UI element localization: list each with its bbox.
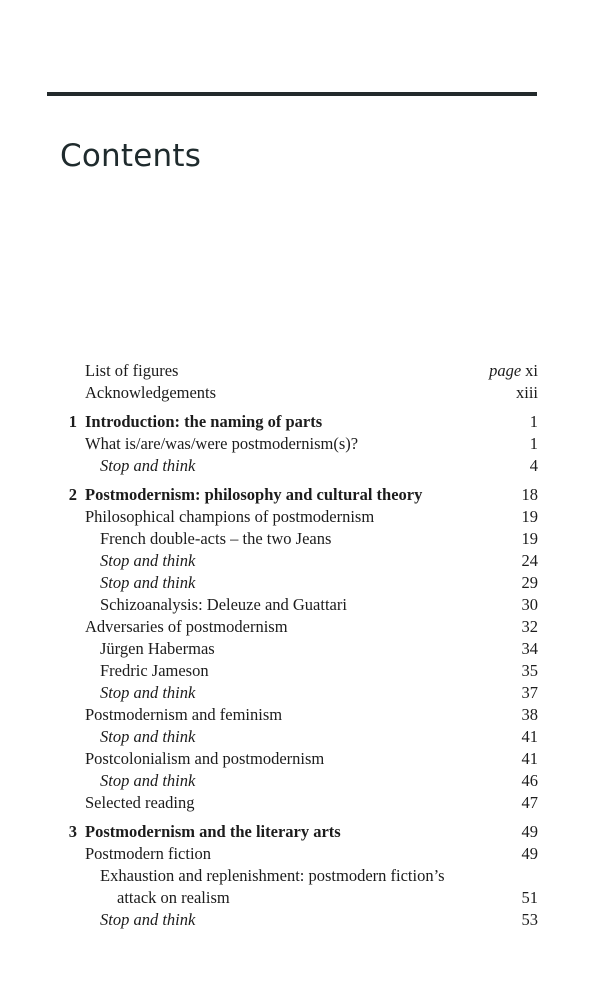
toc-entry: [0, 704, 608, 726]
page-label: page: [489, 361, 522, 380]
toc-entry-title: Stop and think: [100, 456, 196, 475]
page-value: 4: [529, 456, 538, 475]
toc-page-number: [522, 770, 539, 792]
toc-page-number: [516, 382, 538, 404]
toc-entry: [0, 455, 608, 477]
toc-entry: [0, 726, 608, 748]
toc-entry-title: Postmodernism and the literary arts: [85, 822, 341, 841]
page-value: 49: [521, 822, 538, 841]
toc-chapter-entry: [0, 821, 608, 843]
toc-page-number: [522, 843, 539, 865]
page-value: xiii: [515, 383, 538, 402]
toc-entry-title: Postmodernism: philosophy and cultural theory: [85, 485, 423, 504]
toc-page-number: [522, 821, 539, 843]
toc-entry-title: Introduction: the naming of parts: [85, 412, 323, 431]
toc-entry: [0, 616, 608, 638]
toc-entry-title: Stop and think: [100, 683, 196, 702]
toc-entry: [0, 594, 608, 616]
toc-entry: [0, 865, 608, 887]
toc-page-number: [530, 411, 538, 433]
page-value: 30: [521, 595, 538, 614]
chapter-number: 3: [68, 822, 77, 841]
toc-entry: [0, 382, 608, 404]
page-value: 35: [521, 661, 538, 680]
toc-page-number: [522, 682, 539, 704]
page-value: 53: [521, 910, 538, 929]
toc-entry: [0, 682, 608, 704]
toc-entry: [0, 909, 608, 931]
table-of-contents: [0, 360, 608, 931]
toc-entry-title: Stop and think: [100, 551, 196, 570]
chapter-number: 2: [68, 485, 77, 504]
page-value: 1: [529, 434, 538, 453]
toc-page-number: [522, 887, 539, 909]
toc-entry-title: French double-acts – the two Jeans: [100, 529, 332, 548]
toc-page-number: [522, 594, 539, 616]
toc-entry: [0, 887, 608, 909]
page-value: 18: [521, 485, 538, 504]
toc-page-number: [530, 433, 538, 455]
toc-entry: [0, 770, 608, 792]
toc-entry: [0, 638, 608, 660]
toc-entry-title: Stop and think: [100, 771, 196, 790]
page-value: 41: [521, 749, 538, 768]
toc-entry-title: Acknowledgements: [85, 383, 217, 402]
toc-entry: [0, 660, 608, 682]
toc-entry-title: Adversaries of postmodernism: [85, 617, 288, 636]
page-value: 41: [521, 727, 538, 746]
page-value: 1: [529, 412, 538, 431]
toc-entry: [0, 792, 608, 814]
toc-entry-title: Exhaustion and replenishment: postmodern fiction’s: [100, 866, 445, 885]
toc-page-number: [522, 616, 539, 638]
toc-entry: [0, 550, 608, 572]
toc-entry: [0, 433, 608, 455]
toc-entry-title: Postcolonialism and postmodernism: [85, 749, 325, 768]
toc-chapter-entry: [0, 411, 608, 433]
page-value: 32: [521, 617, 538, 636]
page-value: 46: [521, 771, 538, 790]
page-value: 19: [521, 507, 538, 526]
toc-page-number: [522, 726, 539, 748]
toc-entry: [0, 506, 608, 528]
toc-entry-title: Schizoanalysis: Deleuze and Guattari: [100, 595, 347, 614]
toc-page-number: [522, 792, 539, 814]
toc-page-number: [522, 528, 539, 550]
toc-entry-title: Postmodern fiction: [85, 844, 212, 863]
toc-entry-title: Fredric Jameson: [100, 661, 209, 680]
toc-entry-title: Postmodernism and feminism: [85, 705, 283, 724]
toc-entry: [0, 528, 608, 550]
toc-entry-title: What is/are/was/were postmodernism(s)?: [85, 434, 359, 453]
toc-entry-title: List of figures: [85, 361, 179, 380]
page-value: 51: [521, 888, 538, 907]
top-rule: [47, 92, 537, 96]
toc-page-number: [522, 572, 539, 594]
page-value: 19: [521, 529, 538, 548]
toc-entry: [0, 748, 608, 770]
page-value: 29: [521, 573, 538, 592]
toc-entry: [0, 843, 608, 865]
toc-chapter-entry: [0, 484, 608, 506]
page-value: 24: [521, 551, 538, 570]
toc-entry-title: Selected reading: [85, 793, 195, 812]
page-value: 49: [521, 844, 538, 863]
toc-entry-title: Philosophical champions of postmodernism: [85, 507, 375, 526]
toc-page-number: [522, 660, 539, 682]
toc-page-number: [522, 638, 539, 660]
page-value: 38: [521, 705, 538, 724]
toc-entry-title: Jürgen Habermas: [100, 639, 215, 658]
toc-page-number: [522, 748, 539, 770]
toc-entry-title: Stop and think: [100, 573, 196, 592]
toc-entry-title: Stop and think: [100, 910, 196, 929]
toc-page-number: [522, 550, 539, 572]
toc-page-number: [522, 484, 539, 506]
toc-page-number: [489, 360, 538, 382]
toc-page-number: [522, 704, 539, 726]
chapter-number: 1: [68, 412, 77, 431]
toc-page-number: [530, 455, 538, 477]
page-value: 37: [521, 683, 538, 702]
toc-entry-title: attack on realism: [117, 888, 230, 907]
toc-page-number: [522, 909, 539, 931]
toc-entry: [0, 572, 608, 594]
toc-page-number: [522, 506, 539, 528]
page-value: xi: [525, 361, 538, 380]
page-value: 47: [521, 793, 538, 812]
page-value: 34: [521, 639, 538, 658]
page-title: Contents: [60, 138, 202, 174]
toc-entry-title: Stop and think: [100, 727, 196, 746]
toc-entry: [0, 360, 608, 382]
